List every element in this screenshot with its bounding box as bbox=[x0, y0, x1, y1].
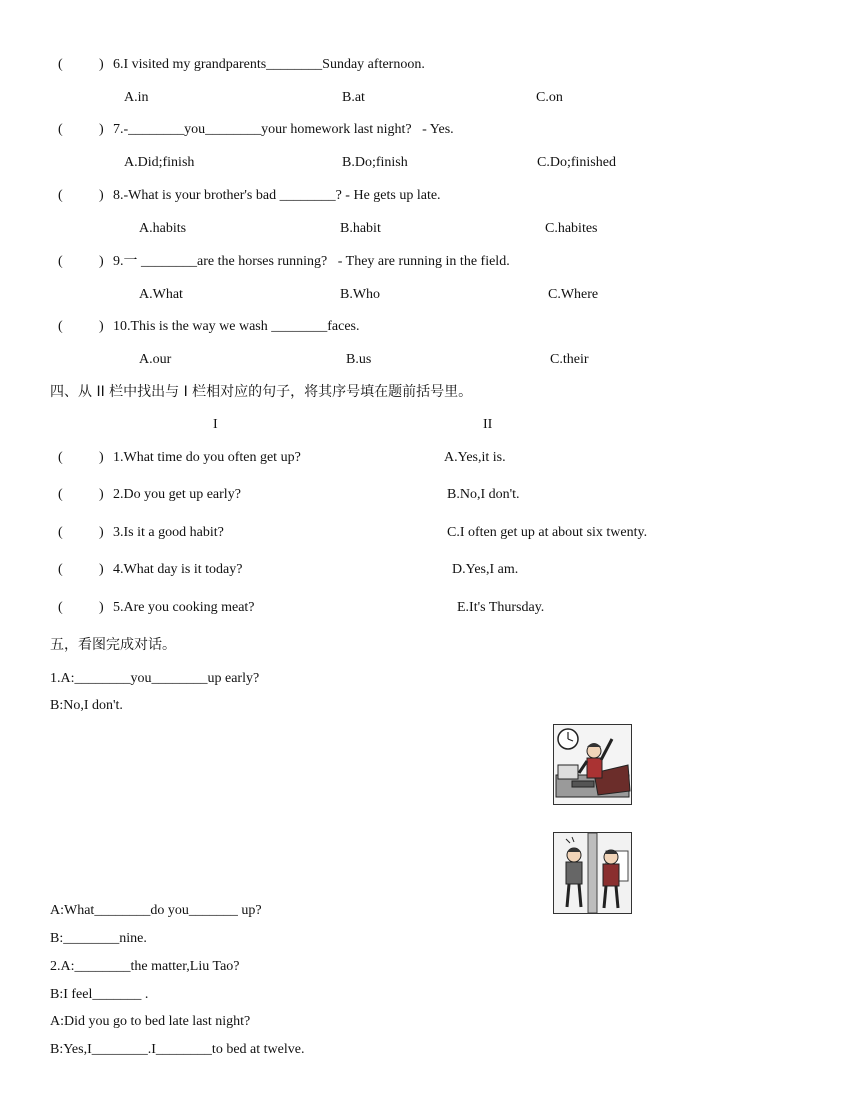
option-b: B.us bbox=[346, 352, 372, 367]
option-a: A.habits bbox=[139, 221, 187, 236]
option-b: B.habit bbox=[340, 221, 381, 236]
option-b: B.Do;finish bbox=[342, 155, 408, 170]
option-b: B.at bbox=[342, 90, 365, 105]
paren-close: ) bbox=[99, 254, 104, 269]
dialogue-line: B:I feel_______ . bbox=[50, 987, 149, 1002]
section-4-title: 四、从 II 栏中找出与 I 栏相对应的句子，将其序号填在题前括号里。 bbox=[50, 384, 473, 400]
match-question-4: 4.What day is it today? bbox=[113, 562, 243, 577]
paren-open: ( bbox=[58, 122, 63, 137]
match-question-1: 1.What time do you often get up? bbox=[113, 450, 301, 465]
paren-close: ) bbox=[99, 562, 104, 577]
match-answer-b: B.No,I don't. bbox=[447, 487, 520, 502]
option-b: B.Who bbox=[340, 287, 381, 302]
option-a: A.Did;finish bbox=[124, 155, 195, 170]
paren-close: ) bbox=[99, 319, 104, 334]
match-answer-a: A.Yes,it is. bbox=[444, 450, 506, 465]
paren-open: ( bbox=[58, 525, 63, 540]
option-c: C.Do;finished bbox=[537, 155, 616, 170]
match-question-5: 5.Are you cooking meat? bbox=[113, 600, 255, 615]
question-6: 6.I visited my grandparents________Sunday afternoon. bbox=[113, 57, 425, 72]
option-c: C.on bbox=[536, 90, 563, 105]
question-8: 8.-What is your brother's bad ________? - He gets up late. bbox=[113, 188, 441, 203]
paren-open: ( bbox=[58, 57, 63, 72]
paren-close: ) bbox=[99, 487, 104, 502]
option-a: A.our bbox=[139, 352, 172, 367]
clock-wake-up-picture bbox=[553, 724, 632, 805]
paren-open: ( bbox=[58, 188, 63, 203]
paren-open: ( bbox=[58, 487, 63, 502]
option-a: A.in bbox=[124, 90, 149, 105]
paren-close: ) bbox=[99, 450, 104, 465]
dialogue-line: A:What________do you_______ up? bbox=[50, 903, 262, 918]
paren-open: ( bbox=[58, 254, 63, 269]
section-5-title: 五，看图完成对话。 bbox=[50, 637, 176, 653]
match-answer-e: E.It's Thursday. bbox=[457, 600, 545, 615]
dialogue-line: 2.A:________the matter,Liu Tao? bbox=[50, 959, 240, 974]
question-7: 7.-________you________your homework last night? - Yes. bbox=[113, 122, 454, 137]
paren-close: ) bbox=[99, 57, 104, 72]
dialogue-line: B:No,I don't. bbox=[50, 698, 123, 713]
paren-open: ( bbox=[58, 319, 63, 334]
paren-close: ) bbox=[99, 122, 104, 137]
paren-open: ( bbox=[58, 600, 63, 615]
paren-close: ) bbox=[99, 525, 104, 540]
option-c: C.habites bbox=[545, 221, 598, 236]
dialogue-line: B:Yes,I________.I________to bed at twelve. bbox=[50, 1042, 305, 1057]
match-answer-c: C.I often get up at about six twenty. bbox=[447, 525, 648, 540]
paren-open: ( bbox=[58, 562, 63, 577]
dialogue-line: A:Did you go to bed late last night? bbox=[50, 1014, 251, 1029]
paren-close: ) bbox=[99, 188, 104, 203]
paren-open: ( bbox=[58, 450, 63, 465]
option-c: C.their bbox=[550, 352, 589, 367]
match-question-2: 2.Do you get up early? bbox=[113, 487, 241, 502]
question-10: 10.This is the way we wash ________faces. bbox=[113, 319, 360, 334]
option-c: C.Where bbox=[548, 287, 599, 302]
dialogue-line: 1.A:________you________up early? bbox=[50, 671, 260, 686]
match-question-3: 3.Is it a good habit? bbox=[113, 525, 224, 540]
column-i-header: I bbox=[213, 417, 218, 432]
column-ii-header: II bbox=[483, 417, 493, 432]
question-9: 9.一 ________are the horses running? - They are running in the field. bbox=[113, 254, 510, 269]
paren-close: ) bbox=[99, 600, 104, 615]
match-answer-d: D.Yes,I am. bbox=[452, 562, 519, 577]
dialogue-line: B:________nine. bbox=[50, 931, 147, 946]
two-boys-picture bbox=[553, 832, 632, 914]
option-a: A.What bbox=[139, 287, 183, 302]
